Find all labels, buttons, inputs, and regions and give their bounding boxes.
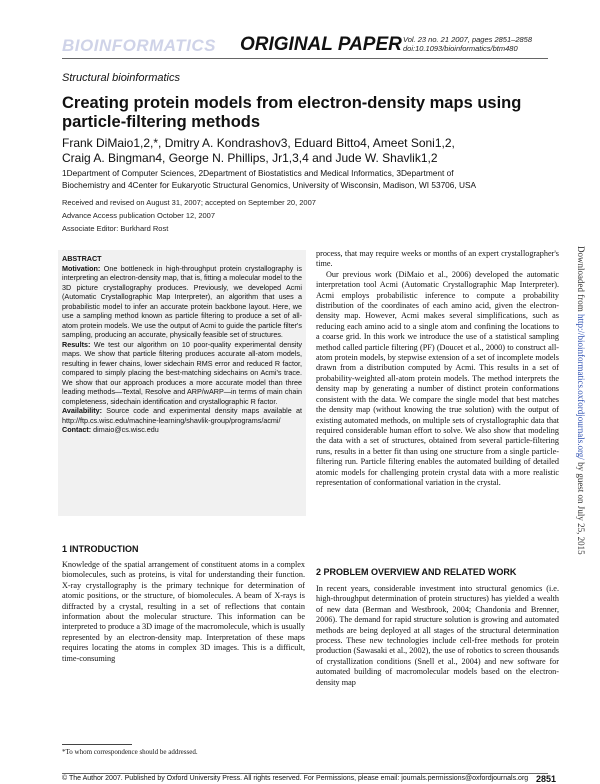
advance-access: Advance Access publication October 12, 2007 <box>62 211 216 220</box>
paragraph-process: process, that may require weeks or months of an expert crystallographer's time. <box>316 249 559 269</box>
motivation-label: Motivation: <box>62 263 101 273</box>
affiliation-line-2: Biochemistry and 4Center for Eukaryotic Structural Genomics, University of Wisconsin, Madison, WI 53706, USA <box>62 180 477 190</box>
paper-type: ORIGINAL PAPER <box>240 34 402 55</box>
volume-pages: Vol. 23 no. 21 2007, pages 2851–2858 <box>403 35 533 44</box>
doi[interactable]: doi:10.1093/bioinformatics/btm480 <box>403 44 518 53</box>
abstract-heading: ABSTRACT <box>62 254 102 263</box>
publication-dates <box>62 196 316 235</box>
availability-text[interactable]: Source code and experimental density maps available at http://ftp.cs.wisc.edu/machine-learning/shavlik-group/programs/acmi/ <box>62 406 302 425</box>
affiliations <box>62 167 562 191</box>
footnote: *To whom correspondence should be addressed. <box>62 748 198 756</box>
download-watermark <box>576 246 586 555</box>
copyright-notice: © The Author 2007. Published by Oxford University Press. All rights reserved. For Permissions, please email: journals.permissions@oxfordjournals.org <box>62 775 529 782</box>
journal-name: BIOINFORMATICS <box>62 36 217 55</box>
section-label: Structural bioinformatics <box>62 72 180 84</box>
results-label: Results: <box>62 339 91 349</box>
paragraph-previous-work: Our previous work (DiMaio et al., 2006) developed the automatic interpretation tool Acmi (Automatic Crystallographic Map Interpreter). Acmi employs probabilistic inference to compute a probability distribution of the coordinates of each amino acid, given the electron-density map. However, Acmi makes several simplifications, such as reducing each amino acid to a single atom and confining the locations to a coarse grid. In this work we introduce the use of a statistical sampling method called particle filtering (PF) (Doucet et al., 2000) to construct all-atom protein models, by stepwise extension of a set of incomplete models drawn from a distribution computed by Acmi. This results in a set of probability-weighted all-atom protein models. The method interprets the density map by generating a number of distinct protein conformations consistent with the data. We compare the single model that best matches the density map (without knowing the true solution) with the output of existing automated methods, on multiple sets of crystallographic data that required considerable human effort to solve. We also show that modeling the data with a set of structures, obtained from several particle-filtering runs, results in a better fit than using one structure from a single particle-filtering run. Particle filtering enables the automated building of detailed atomic models for challenging protein crystal data with a more realistic representation of conformational variation in the crystal. <box>316 269 559 487</box>
footnote-rule <box>62 744 132 745</box>
download-tail: by guest on July 25, 2015 <box>576 459 586 555</box>
contact-label: Contact: <box>62 425 92 434</box>
received-date: Received and revised on August 31, 2007; accepted on September 20, 2007 <box>62 198 316 207</box>
footer-rule <box>62 773 548 774</box>
introduction-text: Knowledge of the spatial arrangement of constituent atoms in a complex biomolecules, such as proteins, is vital for understanding their function. X-ray crystallography is the primary technique for determination of atomic positions, or the structure, of biomolecules. A beam of X-rays is diffracted by a crystal, resulting in a set of reflections that contain information about the molecular structure. This information can be interpreted to produce a 3D image of the macromolecule, which is usually represented by an electron-density map. Interpretation of these maps requires locating the atoms in complex 3D images. This is a difficult, time-consuming <box>62 560 305 663</box>
section-2-text: In recent years, considerable investment into structural genomics (i.e. high-throughput determination of protein structures) has yielded a wealth of new data (Berman and Westbrook, 2004; Chandonia and Brenner, 2006). The demand for rapid structure solution is growing and automated methods are being deployed at all stages of the structural determination process. These new technologies include cell-free methods for protein production (Sawasaki et al., 2002), the use of robotics to screen thousands of crystallization conditions (Snell et al., 2004) and new software for automated building of macromolecular models based on the electron-density map <box>316 584 559 687</box>
authors-line-2: Craig A. Bingman4, George N. Phillips, Jr1,3,4 and Jude W. Shavlik1,2 <box>62 151 438 165</box>
contact-email[interactable]: dimaio@cs.wisc.edu <box>91 425 159 434</box>
motivation-text: One bottleneck in high-throughput protein crystallography is interpreting an electron-density map, that is, fitting a molecular model to the 3D picture crystallography produces. Previously, we developed Acmi (Automatic Crystallographic Map Interpreter), an algorithm that uses a probabilistic model to infer an accurate protein backbone layout. Here, we use a sampling method known as particle filtering to produce a set of all-atom protein models. We use the output of Acmi to guide the particle filter's sampling, producing an accurate, physically feasible set of structures. <box>62 263 302 339</box>
header-rule <box>62 58 548 59</box>
associate-editor: Associate Editor: Burkhard Rost <box>62 224 169 233</box>
abstract <box>62 254 302 435</box>
page-number: 2851 <box>536 774 557 784</box>
section-2-heading: 2 PROBLEM OVERVIEW AND RELATED WORK <box>316 567 517 577</box>
journal-meta <box>403 35 532 53</box>
availability-label: Availability: <box>62 406 103 415</box>
introduction-heading: 1 INTRODUCTION <box>62 544 139 554</box>
author-list <box>62 136 562 166</box>
paper-title: Creating protein models from electron-density maps using particle-filtering methods <box>62 94 522 131</box>
authors-line-1: Frank DiMaio1,2,*, Dmitry A. Kondrashov3, Eduard Bitto4, Ameet Soni1,2, <box>62 136 455 150</box>
results-text: We test our algorithm on 10 poor-quality experimental density maps. We show that particle filtering produces accurate all-atom models, resulting in fewer chains, lower sidechain RMS error and reduced R factor, compared to simply placing the best-matching sidechains on Acmi's trace. We show that our approach produces a more accurate model than three leading methods—Textal, Resolve and ARP/wARP—in terms of main chain completeness, sidechain identification and crystallographic R factor. <box>62 339 302 406</box>
download-text: Downloaded from <box>576 246 586 314</box>
right-column-text <box>316 249 559 488</box>
affiliation-line-1: 1Department of Computer Sciences, 2Department of Biostatistics and Medical Informatics, 3Department of <box>62 168 454 178</box>
download-url[interactable]: http://bioinformatics.oxfordjournals.org/ <box>576 313 586 460</box>
